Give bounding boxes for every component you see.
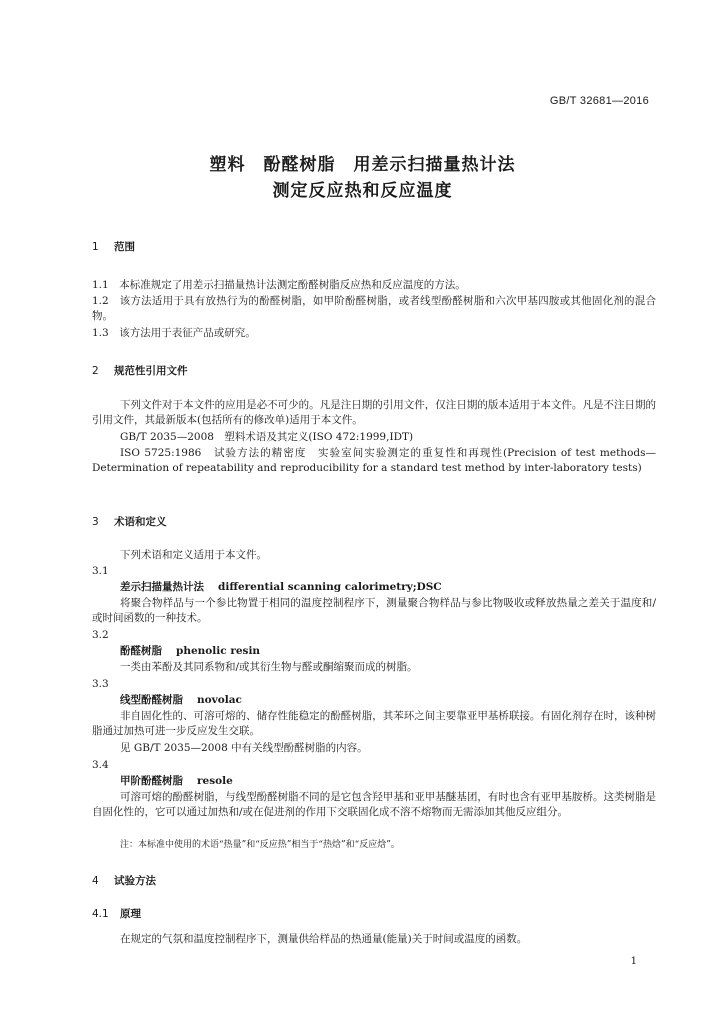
section-4-heading bbox=[92, 874, 156, 889]
term-definition-resole: 可溶可熔的酚醛树脂，与线型酚醛树脂不同的是它包含羟甲基和亚甲基醚基团，有时也含有亚甲基胺桥。这类树脂是自固化性的，它可以通过加热和/或在促进剂的作用下交联固化成不溶不熔物而无需添加其他反应组分。 bbox=[92, 791, 656, 818]
section-number: 3 bbox=[92, 516, 99, 528]
term-english: novolac bbox=[197, 694, 242, 706]
term-heading-novolac bbox=[120, 693, 242, 708]
normative-intro: 下列文件对于本文件的应用是必不可少的。凡是注日期的引用文件，仅注日期的版本适用于本文件。凡是不注日期的引用文件，其最新版本(包括所有的修改单)适用于本文件。 bbox=[92, 399, 656, 426]
term-english: phenolic resin bbox=[176, 645, 261, 657]
term-definition-dsc: 将聚合物样品与一个参比物置于相同的温度控制程序下，测量聚合物样品与参比物吸收或释放热量之差关于温度和/或时间函数的一种技术。 bbox=[92, 597, 656, 624]
section-number: 4 bbox=[92, 875, 99, 887]
term-note: 注：本标准中使用的术语“热量”和“反应热”相当于“热焓”和“反应焓”。 bbox=[120, 840, 400, 850]
standard-code: GB/T 32681—2016 bbox=[549, 95, 649, 107]
term-heading-phenolic-resin bbox=[120, 644, 260, 659]
section-title: 范围 bbox=[114, 241, 135, 253]
section-title: 试验方法 bbox=[114, 875, 156, 887]
subsection-number: 4.1 bbox=[92, 908, 109, 920]
term-number: 3.1 bbox=[92, 565, 109, 577]
principle-text: 在规定的气氛和温度控制程序下，测量供给样品的热通量(能量)关于时间或温度的函数。 bbox=[120, 933, 528, 945]
section-2-heading bbox=[92, 364, 188, 379]
term-chinese: 差示扫描量热计法 bbox=[120, 581, 204, 593]
subsection-title: 原理 bbox=[120, 908, 141, 920]
section-number: 1 bbox=[92, 241, 99, 253]
section-number: 2 bbox=[92, 365, 99, 377]
term-heading-resole bbox=[120, 774, 233, 789]
term-number: 3.3 bbox=[92, 678, 109, 690]
section-3-heading bbox=[92, 515, 167, 530]
term-number: 3.2 bbox=[92, 629, 109, 641]
document-title-line1: 塑料 酚醛树脂 用差示扫描量热计法 bbox=[209, 155, 516, 175]
clause-1-1: 1.1 本标准规定了用差示扫描量热计法测定酚醛树脂反应热和反应温度的方法。 bbox=[92, 279, 466, 291]
page-number: 1 bbox=[630, 956, 637, 967]
term-chinese: 甲阶酚醛树脂 bbox=[120, 775, 183, 787]
term-english: resole bbox=[197, 775, 233, 787]
term-chinese: 线型酚醛树脂 bbox=[120, 694, 183, 706]
clause-1-3: 1.3 该方法用于表征产品或研究。 bbox=[92, 327, 256, 339]
document-title-line2: 测定反应热和反应温度 bbox=[272, 181, 453, 201]
term-number: 3.4 bbox=[92, 759, 109, 771]
reference-iso-5725: ISO 5725:1986 试验方法的精密度 实验室间实验测定的重复性和再现性(Precision of test methods—Determination of repeatability and reproducibility for a standard test method by inter-laboratory tests) bbox=[92, 447, 656, 474]
terms-intro: 下列术语和定义适用于本文件。 bbox=[120, 549, 267, 561]
clause-1-2: 1.2 该方法适用于具有放热行为的酚醛树脂，如甲阶酚醛树脂，或者线型酚醛树脂和六次甲基四胺或其他固化剂的混合物。 bbox=[92, 295, 656, 322]
term-definition-phenolic-resin: 一类由苯酚及其同系物和/或其衍生物与醛或酮缩聚而成的树脂。 bbox=[120, 661, 418, 673]
section-1-heading bbox=[92, 240, 135, 255]
term-heading-dsc bbox=[120, 580, 442, 595]
section-title: 术语和定义 bbox=[114, 516, 167, 528]
term-chinese: 酚醛树脂 bbox=[120, 645, 162, 657]
term-see-also-novolac: 见 GB/T 2035—2008 中有关线型酚醛树脂的内容。 bbox=[120, 742, 368, 754]
reference-gbt-2035: GB/T 2035—2008 塑料术语及其定义(ISO 472:1999,IDT) bbox=[120, 431, 414, 443]
subsection-4-1-heading bbox=[92, 907, 141, 922]
term-definition-novolac: 非自固化性的、可溶可熔的、储存性能稳定的酚醛树脂，其苯环之间主要靠亚甲基桥联接。有固化剂存在时，该种树脂通过加热可进一步反应发生交联。 bbox=[92, 710, 656, 737]
term-english: differential scanning calorimetry;DSC bbox=[218, 581, 442, 593]
section-title: 规范性引用文件 bbox=[114, 365, 188, 377]
